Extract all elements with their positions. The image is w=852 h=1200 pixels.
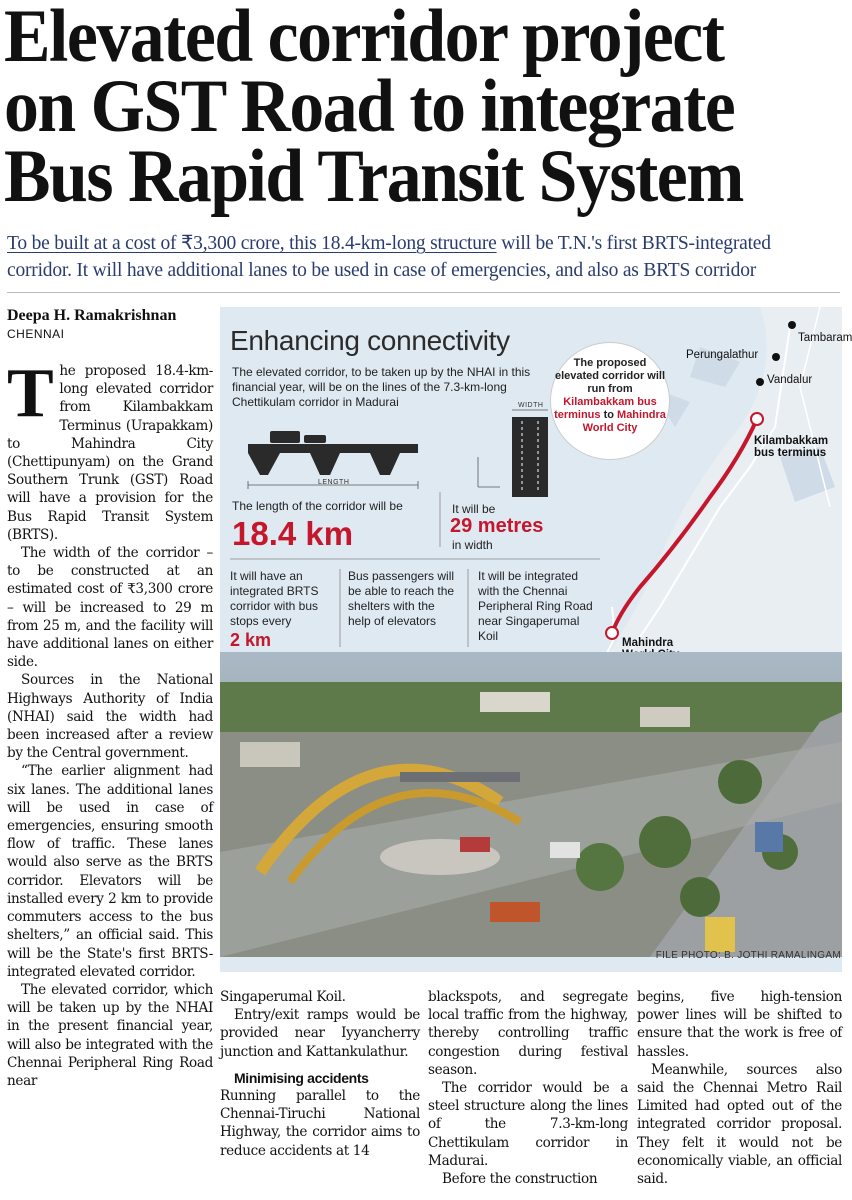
place-mahindra-world-city: Mahindra xyxy=(622,637,674,649)
width-text: It will be xyxy=(452,502,496,516)
graphic-title: Enhancing connectivity xyxy=(230,325,510,356)
headline-line-1: Elevated corridor project xyxy=(4,0,724,78)
place-kilambakkam: Kilambakkam bus terminus xyxy=(754,435,829,459)
length-value: 18.4 km xyxy=(232,515,354,552)
length-label: LENGTH xyxy=(318,479,350,486)
callout-origin: Kilambakkam bus terminus xyxy=(554,396,657,421)
perungalathur-marker xyxy=(772,353,780,361)
mahindra-marker xyxy=(606,627,618,639)
paragraph-1 xyxy=(7,355,213,544)
vandalur-marker xyxy=(756,378,764,386)
dateline: CHENNAI xyxy=(7,327,65,341)
drop-cap: T xyxy=(7,355,54,432)
paragraph-1-text: he proposed 18.4-km-long elevated corridor from Kilambakkam Terminus (Urapakkam) to Mahindra City (Chettipunyam) on the Grand Southern Trunk (GST) Road will have a provision for the Bus Rapid Transit System (BRTS). xyxy=(7,363,213,543)
place-tambaram: Tambaram xyxy=(798,332,852,344)
paragraph-2: The width of the corridor – to be constructed at an estimated cost of ₹3,300 crore – will be increased to 29 m from 25 m, and the facility will have additional lanes on either side. xyxy=(7,545,213,671)
paragraph-11: Before the construction xyxy=(442,1171,598,1188)
callout-to: to xyxy=(600,409,618,421)
paragraph-12: begins, five high-tension power lines will be shifted to ensure that the work is free of hassles. xyxy=(637,989,842,1060)
fact-bus-stops-value: 2 km xyxy=(230,630,272,650)
width-suffix: in width xyxy=(452,538,493,552)
standfirst xyxy=(7,230,842,284)
article-column-1 xyxy=(7,355,213,1197)
paragraph-10: The corridor would be a steel structure along the lines of the 7.3-km-long Chettikulam corridor in Madurai. xyxy=(428,1080,628,1169)
headline-line-2: on GST Road to integrate xyxy=(4,65,735,148)
route-callout xyxy=(550,342,670,460)
paragraph-6: Singaperumal Koil. xyxy=(220,989,346,1005)
headline-line-3: Bus Rapid Transit System xyxy=(4,135,743,218)
subhead-minimising-accidents: Minimising accidents xyxy=(234,1069,369,1086)
tambaram-marker xyxy=(788,321,796,329)
place-perungalathur: Perungalathur xyxy=(686,349,759,361)
paragraph-5: The elevated corridor, which will be taken up by the NHAI in the present financial year, will also be integrated with the Chennai Peripheral Ring Road near xyxy=(7,981,213,1089)
aerial-photo xyxy=(220,652,842,957)
paragraph-4: “The earlier alignment had six lanes. The additional lanes will be used in case of emergencies, ensuring smooth flow of traffic. These lanes would also serve as the BRTS corridor. Elevators will be installed every 2 km to provide commuters access to the bus shelters,” an official said. This will be the State's first BRTS-integrated elevated corridor. xyxy=(7,763,213,980)
callout-destination: Mahindra World City xyxy=(582,409,666,434)
paragraph-13: Meanwhile, sources also said the Chennai Metro Rail Limited had opted out of the integrated corridor proposal. They felt it would not be economically viable, an official said. xyxy=(637,1061,842,1188)
headline xyxy=(4,0,785,218)
standfirst-part-2: will be T.N.'s first BRTS-integrated xyxy=(496,233,771,254)
paragraph-9: blackspots, and segregate local traffic from the highway, thereby controlling traffic congestion during festival season. xyxy=(428,989,628,1078)
standfirst-part-1: To be built at a cost of ₹3,300 crore, this 18.4-km-long structure xyxy=(7,233,497,254)
article-column-3 xyxy=(428,988,628,1200)
photo-credit: FILE PHOTO: B. JOTHI RAMALINGAM xyxy=(655,950,841,961)
fact-ring-road: It will be integrated with the Chennai Peripheral Ring Road near Singaperumal Koil xyxy=(478,569,593,643)
paragraph-8: Running parallel to the Chennai-Tiruchi National Highway, the corridor aims to reduce accidents at 14 xyxy=(220,1088,420,1159)
paragraph-3: Sources in the National Highways Authority of India (NHAI) said the width had been increased after a review by the Central government. xyxy=(7,672,213,762)
infographic xyxy=(220,307,852,972)
paragraph-7: Entry/exit ramps would be provided near Iyyancherry junction and Kattankulathur. xyxy=(220,1007,420,1060)
place-vandalur: Vandalur xyxy=(767,374,813,386)
fact-elevators: Bus passengers will be able to reach the shelters with the help of elevators xyxy=(348,569,455,628)
width-label: WIDTH xyxy=(518,402,544,409)
article-column-2 xyxy=(220,988,420,1200)
standfirst-part-3: corridor. It will have additional lanes to be used in case of emergencies, and also as BRTS corridor xyxy=(7,260,757,281)
fact-bus-stops: It will have an integrated BRTS corridor with bus stops every xyxy=(230,569,319,628)
width-value: 29 metres xyxy=(450,515,544,537)
byline: Deepa H. Ramakrishnan xyxy=(7,307,177,324)
kilambakkam-marker xyxy=(751,413,763,425)
callout-text: The proposed elevated corridor will run from xyxy=(554,357,666,395)
divider xyxy=(7,292,840,293)
length-text: The length of the corridor will be xyxy=(232,499,403,513)
article-column-4 xyxy=(637,988,842,1200)
graphic-intro: The elevated corridor, to be taken up by the NHAI in this financial year, will be on the lines of the 7.3-km-long Chettikulam corridor in Madurai xyxy=(232,365,531,409)
